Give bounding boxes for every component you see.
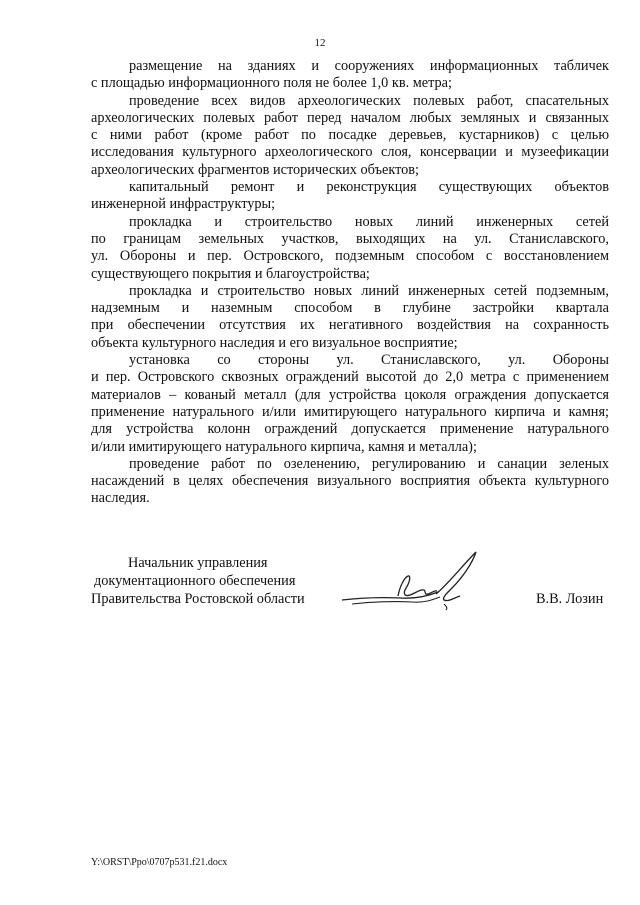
signatory-title-line: Начальник управления bbox=[128, 555, 268, 571]
signatory-title-line: Правительства Ростовской области bbox=[91, 591, 305, 607]
text-line: исследования культурного археологического слоя, консервации и музеефикации bbox=[91, 144, 609, 161]
text-line: инженерной инфраструктуры; bbox=[91, 196, 276, 213]
text-line: археологических полевых работ перед началом любых земляных и связанных bbox=[91, 109, 609, 126]
signatory-name: В.В. Лозин bbox=[536, 591, 604, 607]
text-line: ул. Обороны и пер. Островского, подземным способом с восстановлением bbox=[91, 248, 609, 265]
text-line: капитальный ремонт и реконструкция существующих объектов bbox=[129, 179, 609, 196]
text-line: с площадью информационного поля не более 1,0 кв. метра; bbox=[91, 75, 453, 92]
text-line: проведение всех видов археологических полевых работ, спасательных bbox=[129, 92, 609, 109]
text-line: объекта культурного наследия и его визуальное восприятие; bbox=[91, 334, 458, 351]
paragraph-fencing bbox=[91, 352, 609, 456]
paragraph-capital-repair bbox=[91, 179, 609, 214]
text-line: с ними работ (кроме работ по посадке деревьев, кустарников) с целью bbox=[91, 127, 609, 144]
paragraph-archaeology bbox=[91, 93, 609, 179]
file-path: Y:\ORST\Ppo\0707p531.f21.docx bbox=[91, 857, 228, 868]
text-line: археологических фрагментов исторических объектов; bbox=[91, 161, 420, 178]
paragraph-info-plates bbox=[91, 58, 609, 93]
text-line: размещение на зданиях и сооружениях информационных табличек bbox=[129, 58, 609, 74]
handwritten-signature bbox=[340, 548, 485, 614]
paragraph-engineering-networks-inner bbox=[91, 283, 609, 352]
document-body bbox=[91, 58, 609, 508]
page-number: 12 bbox=[314, 37, 326, 49]
paragraph-engineering-networks-borders bbox=[91, 214, 609, 283]
text-line: для устройства колонн ограждений допускается применение натурального bbox=[91, 421, 609, 438]
signatory-title-line: документационного обеспечения bbox=[94, 573, 296, 589]
text-line: проведение работ по озеленению, регулированию и санации зеленых bbox=[129, 455, 609, 472]
text-line: применение натурального и/или имитирующего натурального кирпича и камня; bbox=[91, 403, 609, 420]
text-line: прокладка и строительство новых линий инженерных сетей bbox=[129, 213, 609, 230]
text-line: при обеспечении отсутствия их негативного воздействия на сохранность bbox=[91, 317, 609, 334]
text-line: по границам земельных участков, выходящих на ул. Станиславского, bbox=[91, 230, 609, 247]
text-line: надземным и наземным способом в глубине застройки квартала bbox=[91, 300, 609, 317]
text-line: и/или имитирующего натурального кирпича, камня и металла); bbox=[91, 438, 477, 455]
text-line: и пер. Островского сквозных ограждений высотой до 2,0 метра с применением bbox=[91, 369, 609, 386]
signatory-title bbox=[91, 554, 331, 608]
text-line: установка со стороны ул. Станиславского, ул. Обороны bbox=[129, 352, 609, 369]
text-line: наследия. bbox=[91, 490, 150, 507]
paragraph-landscaping bbox=[91, 456, 609, 508]
text-line: насаждений в целях обеспечения визуального восприятия объекта культурного bbox=[91, 473, 609, 490]
text-line: существующего покрытия и благоустройства; bbox=[91, 265, 370, 282]
text-line: материалов – кованый металл (для устройства цоколя ограждения допускается bbox=[91, 386, 609, 403]
text-line: прокладка и строительство новых линий инженерных сетей подземным, bbox=[129, 282, 609, 299]
